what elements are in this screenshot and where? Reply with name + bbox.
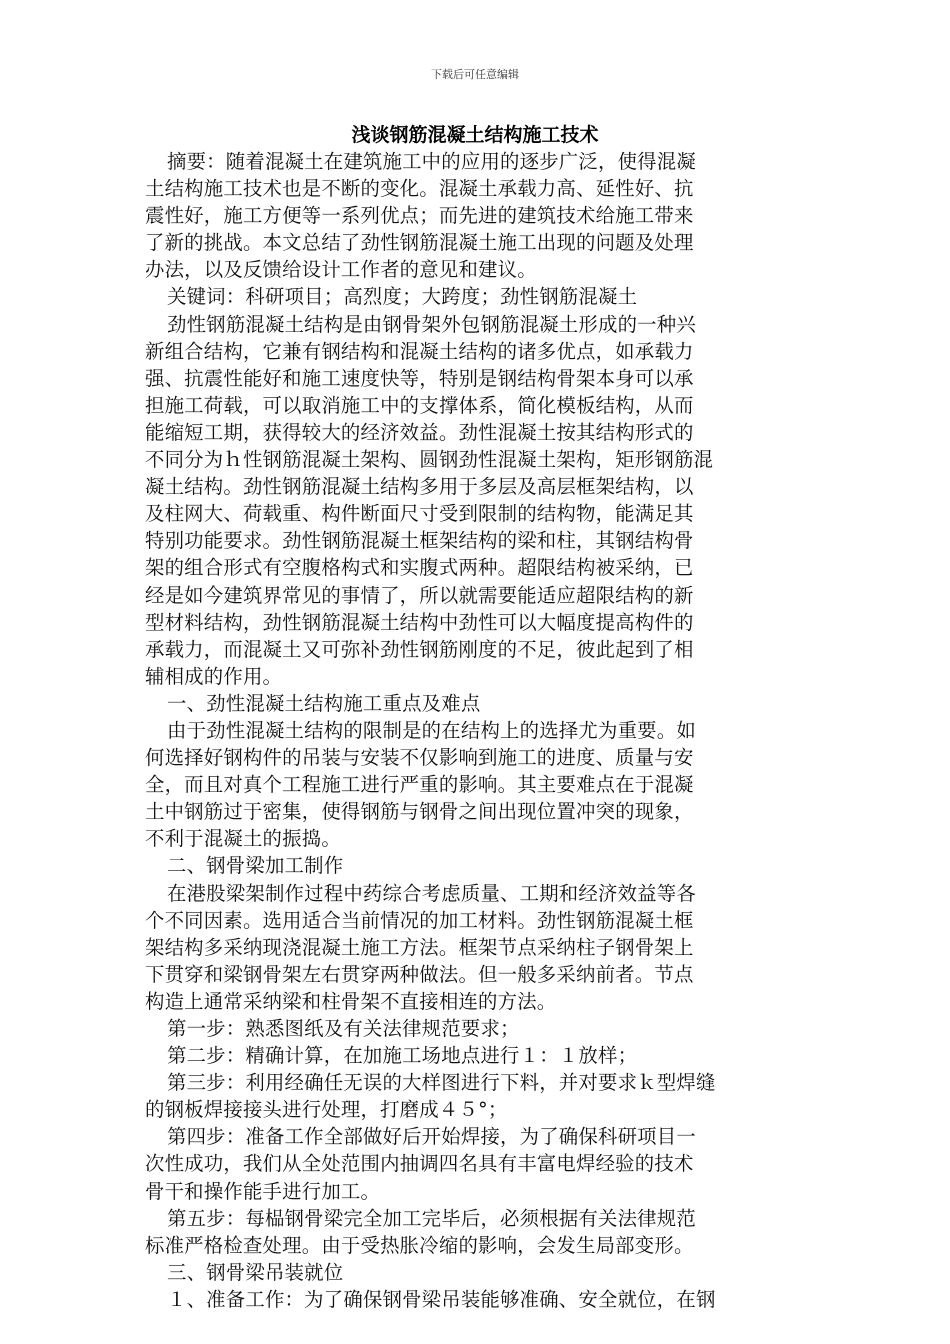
text-line: 架的组合形式有空腹格构式和实腹式两种。超限结构被采纳，已 [145,556,694,580]
text-line: 不利于混凝土的振捣。 [145,827,341,851]
text-line: 新组合结构，它兼有钢结构和混凝土结构的诸多优点，如承载力 [145,339,694,363]
text-line: 全，而且对真个工程施工进行严重的影响。其主要难点在于混凝 [145,773,694,797]
text-line: 不同分为ｈ性钢筋混凝土架构、圆钢劲性混凝土架构，矩形钢筋混 [145,448,714,472]
text-line: 一、劲性混凝土结构施工重点及难点 [167,691,481,715]
text-line: 土结构施工技术也是不断的变化。混凝土承载力高、延性好、抗 [145,177,694,201]
text-line: 经是如今建筑界常见的事情了，所以就需要能适应超限结构的新 [145,583,694,607]
text-line: 能缩短工期，获得较大的经济效益。劲性混凝土按其结构形式的 [145,420,694,444]
header-note: 下载后可任意编辑 [431,68,519,81]
document-body [145,148,800,1313]
text-line: 劲性钢筋混凝土结构是由钢骨架外包钢筋混凝土形成的一种兴 [167,312,696,336]
text-line: 及柱网大、荷载重、构件断面尺寸受到限制的结构物，能满足其 [145,502,694,526]
text-line: 第五步：每榀钢骨梁完全加工完毕后，必须根据有关法律规范 [167,1206,696,1230]
text-line: 型材料结构，劲性钢筋混凝土结构中劲性可以大幅度提高构件的 [145,610,694,634]
text-line: 承载力，而混凝土又可弥补劲性钢筋刚度的不足，彼此起到了相 [145,637,694,661]
text-line: 下贯穿和梁钢骨架左右贯穿两种做法。但一般多采纳前者。节点 [145,962,694,986]
text-line: 凝土结构。劲性钢筋混凝土结构多用于多层及高层框架结构，以 [145,475,694,499]
text-line: 震性好，施工方便等一系列优点；而先进的建筑技术给施工带来 [145,204,694,228]
text-line: 辅相成的作用。 [145,664,283,688]
text-line: 关键词：科研项目；高烈度；大跨度；劲性钢筋混凝土 [167,285,638,309]
text-line: 第三步：利用经确任无误的大样图进行下料，并对要求ｋ型焊缝 [167,1071,716,1095]
text-line: 特别功能要求。劲性钢筋混凝土框架结构的梁和柱，其钢结构骨 [145,529,694,553]
text-line: 构造上通常采纳梁和柱骨架不直接相连的方法。 [145,989,557,1013]
text-line: 了新的挑战。本文总结了劲性钢筋混凝土施工出现的问题及处理 [145,231,694,255]
text-line: 三、钢骨梁吊装就位 [167,1260,344,1284]
text-line: １、准备工作：为了确保钢骨梁吊装能够准确、安全就位，在钢 [167,1287,716,1311]
text-line: 土中钢筋过于密集，使得钢筋与钢骨之间出现位置冲突的现象， [145,800,694,824]
text-line: 由于劲性混凝土结构的限制是的在结构上的选择尤为重要。如 [167,718,696,742]
text-line: 第二步：精确计算，在加施工场地点进行１：１放样； [167,1044,638,1068]
text-line: 何选择好钢构件的吊装与安装不仅影响到施工的进度、质量与安 [145,746,694,770]
text-line: 标准严格检查处理。由于受热胀冷缩的影响，会发生局部变形。 [145,1233,694,1257]
text-line: 架结构多采纳现浇混凝土施工方法。框架节点采纳柱子钢骨架上 [145,935,694,959]
text-line: 摘要：随着混凝土在建筑施工中的应用的逐步广泛，使得混凝 [167,150,696,173]
document-title: 浅谈钢筋混凝土结构施工技术 [351,124,599,146]
text-line: 第一步：熟悉图纸及有关法律规范要求； [167,1017,520,1040]
text-line: 骨干和操作能手进行加工。 [145,1179,381,1203]
text-line: 强、抗震性能好和施工速度快等，特别是钢结构骨架本身可以承 [145,366,694,390]
text-line: 担施工荷载，可以取消施工中的支撑体系，简化模板结构，从而 [145,393,694,417]
text-line: 个不同因素。选用适合当前情况的加工材料。劲性钢筋混凝土框 [145,908,694,932]
text-line: 办法，以及反馈给设计工作者的意见和建议。 [145,258,537,282]
text-line: 在港股梁架制作过程中药综合考虑质量、工期和经济效益等各 [167,881,696,905]
text-line: 的钢板焊接接头进行处理，打磨成４５°； [145,1098,508,1122]
text-line: 第四步：准备工作全部做好后开始焊接，为了确保科研项目一 [167,1125,696,1149]
text-line: 二、钢骨梁加工制作 [167,854,344,878]
text-line: 次性成功，我们从全处范围内抽调四名具有丰富电焊经验的技术 [145,1152,694,1176]
